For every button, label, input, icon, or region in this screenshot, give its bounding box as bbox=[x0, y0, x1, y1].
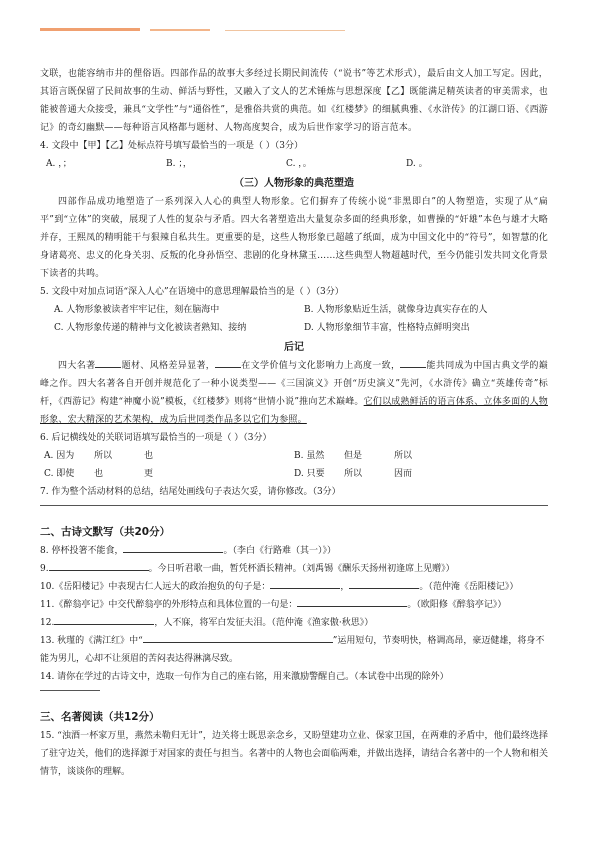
header-accent-line-3 bbox=[225, 30, 345, 31]
intro-paragraph: 文联，也能容纳市井的俚俗语。四部作品的故事大多经过长期民间流传（“说书”等艺术形式），最后由文人加工写定。因此，其语言既保留了民间故事的生动、鲜活与野性，又融入了文人的艺术锤炼与思想深度【乙】既能满足精英读者的审美需求，也能被普通大众接受，兼具“文学性”与“通俗性”，是雅俗共赏的典范。如《红楼梦》的细腻典雅、《水浒传》的江湖口语、《西游记》的奇幻幽默——每种语言风格都与题材、人物高度契合，成为后世作家学习的语言范本。 bbox=[40, 69, 548, 133]
question-7-answer-lines[interactable] bbox=[40, 505, 548, 518]
question-14: 14. 请你在学过的古诗文中，选取一句作为自己的座右铭，用来激励警醒自己。（本试卷中出现的除外） bbox=[40, 672, 449, 682]
section-3-heading: （三）人物形象的典范塑造 bbox=[234, 178, 354, 189]
q5-option-c[interactable]: C. 人物形象传递的精神与文化被读者熟知、接纳 bbox=[54, 323, 247, 333]
q4-option-a[interactable]: A. ，； bbox=[46, 159, 72, 169]
header-accent-line bbox=[40, 28, 140, 31]
exam-page bbox=[40, 65, 548, 781]
q12-blank[interactable] bbox=[54, 614, 154, 625]
q4-option-d[interactable]: D. 。 bbox=[406, 159, 428, 169]
question-15: 15. “浊酒一杯家万里，燕然未勒归无计”，边关将士既思亲念乡，又盼望建功立业、保家卫国，在两难的矛盾中，他们最终选择了驻守边关，他们的选择源于对国家的责任与担当。名著中的人物也会面临两难，并做出选择，请结合名著中的一个人物和相关情节，谈谈你的理解。 bbox=[40, 731, 548, 777]
question-12: 12. ，人不寐，将军白发征夫泪。（范仲淹《渔家傲·秋思》） bbox=[40, 614, 548, 632]
question-9: 9. 。今日听君歌一曲，暂凭杯酒长精神。（刘禹锡《酬乐天扬州初逢席上见赠》） bbox=[40, 560, 548, 578]
question-8: 8. 停杯投箸不能食， 。（李白《行路难（其一）》） bbox=[40, 542, 548, 560]
q6-option-d[interactable]: D. 只要 所以 因而 bbox=[294, 469, 413, 479]
question-5-stem: 5. 文段中对加点词语“深入人心”在语境中的意思理解最恰当的是（ ）（3分） bbox=[40, 287, 344, 297]
q6-option-c[interactable]: C. 即使 也 更 bbox=[44, 469, 154, 479]
question-13: 13. 秋瑾的《满江红》中“ ”运用短句，节奏明快，格调高昂，豪迈健雄，将身不能为男儿，心却不让须眉的苦闷表达得淋漓尽致。 bbox=[40, 632, 548, 668]
header-accent-line-2 bbox=[150, 29, 210, 31]
section-2-heading: 二、古诗文默写（共20分） bbox=[40, 526, 171, 538]
afterword-text-3: 在文学价值与文化影响力上高度一致， bbox=[241, 361, 401, 371]
q11-blank[interactable] bbox=[297, 596, 407, 607]
section-3b-heading: 三、名著阅读（共12分） bbox=[40, 711, 160, 723]
question-4-stem: 4. 文段中【甲】【乙】处标点符号填写最恰当的一项是（ ）（3分） bbox=[40, 141, 304, 151]
question-4-options bbox=[40, 155, 548, 173]
q13-blank[interactable] bbox=[143, 632, 333, 643]
afterword-heading: 后记 bbox=[284, 342, 304, 353]
question-7-stem: 7. 作为整个活动材料的总结，结尾处画线句子表达欠妥，请你修改。（3分） bbox=[40, 487, 341, 497]
q5-option-b[interactable]: B. 人物形象贴近生活，就像身边真实存在的人 bbox=[304, 305, 488, 315]
afterword-blank-1[interactable] bbox=[95, 357, 121, 368]
q6-option-b[interactable]: B. 虽然 但是 所以 bbox=[294, 451, 413, 461]
q5-option-a[interactable]: A. 人物形象被读者牢牢记住，刻在脑海中 bbox=[54, 305, 220, 315]
q10-blank-2[interactable] bbox=[349, 578, 419, 589]
characters-paragraph: 四部作品成功地塑造了一系列深入人心的典型人物形象。它们摒弃了传统小说“非黑即白”的人物塑造，实现了从“扁平”到“立体”的突破，展现了人性的复杂与矛盾。四大名著塑造出大量复杂多面的经典形象，如曹操的“奸雄”本色与雄才大略并存，王熙凤的精明能干与狠辣自私共生。更重要的是，这些人物形象已超越了纸面，成为中国文化中的“符号”，如智慧的化身诸葛亮、忠义的化身关羽、反叛的化身孙悟空、悲剧的化身林黛玉……这些典型人物超越时代，至今仍能引发共同文化背景下读者的共鸣。 bbox=[40, 197, 548, 279]
question-6-stem: 6. 后记横线处的关联词语填写最恰当的一项是（ ）（3分） bbox=[40, 433, 272, 443]
afterword-blank-2[interactable] bbox=[215, 357, 241, 368]
afterword-text-2: 题材、风格差异显著， bbox=[121, 361, 216, 371]
q4-option-c[interactable]: C. ，。 bbox=[286, 159, 312, 169]
afterword-blank-3[interactable] bbox=[400, 357, 426, 368]
q9-blank[interactable] bbox=[49, 560, 149, 571]
q6-option-a[interactable]: A. 因为 所以 也 bbox=[44, 451, 154, 461]
afterword-paragraph bbox=[40, 357, 548, 429]
question-14-answer-line[interactable] bbox=[40, 690, 548, 703]
afterword-text-4: 能共同成为中国古典文学的巅峰之作。四大名著各自开创并规范化了一种小说类型——《三国演义》开创“历史演义”先河，《水浒传》确立“英雄传奇”标杆，《西游记》构建“神魔小说”模板，《红楼梦》则将“世情小说”推向艺术巅峰。 bbox=[40, 361, 548, 407]
question-5-options bbox=[40, 301, 548, 337]
afterword-underlined-sentence: 它们以成熟鲜活的语言体系、立体多面的人物形象、宏大精深的艺术架构，成为后世同类作品多以它们为参照。 bbox=[40, 397, 548, 425]
q8-blank[interactable] bbox=[123, 542, 223, 553]
q10-blank-1[interactable] bbox=[270, 578, 340, 589]
afterword-text-1: 四大名著 bbox=[58, 361, 96, 371]
question-11: 11.《醉翁亭记》中交代醉翁亭的外形特点和具体位置的一句是： 。（欧阳修《醉翁亭记》） bbox=[40, 596, 548, 614]
q5-option-d[interactable]: D. 人物形象细节丰富，性格特点鲜明突出 bbox=[304, 323, 470, 333]
q4-option-b[interactable]: B. ；， bbox=[166, 159, 192, 169]
question-6-options bbox=[40, 447, 548, 483]
question-10: 10.《岳阳楼记》中表现古仁人远大的政治抱负的句子是： ， 。（范仲淹《岳阳楼记》） bbox=[40, 578, 548, 596]
